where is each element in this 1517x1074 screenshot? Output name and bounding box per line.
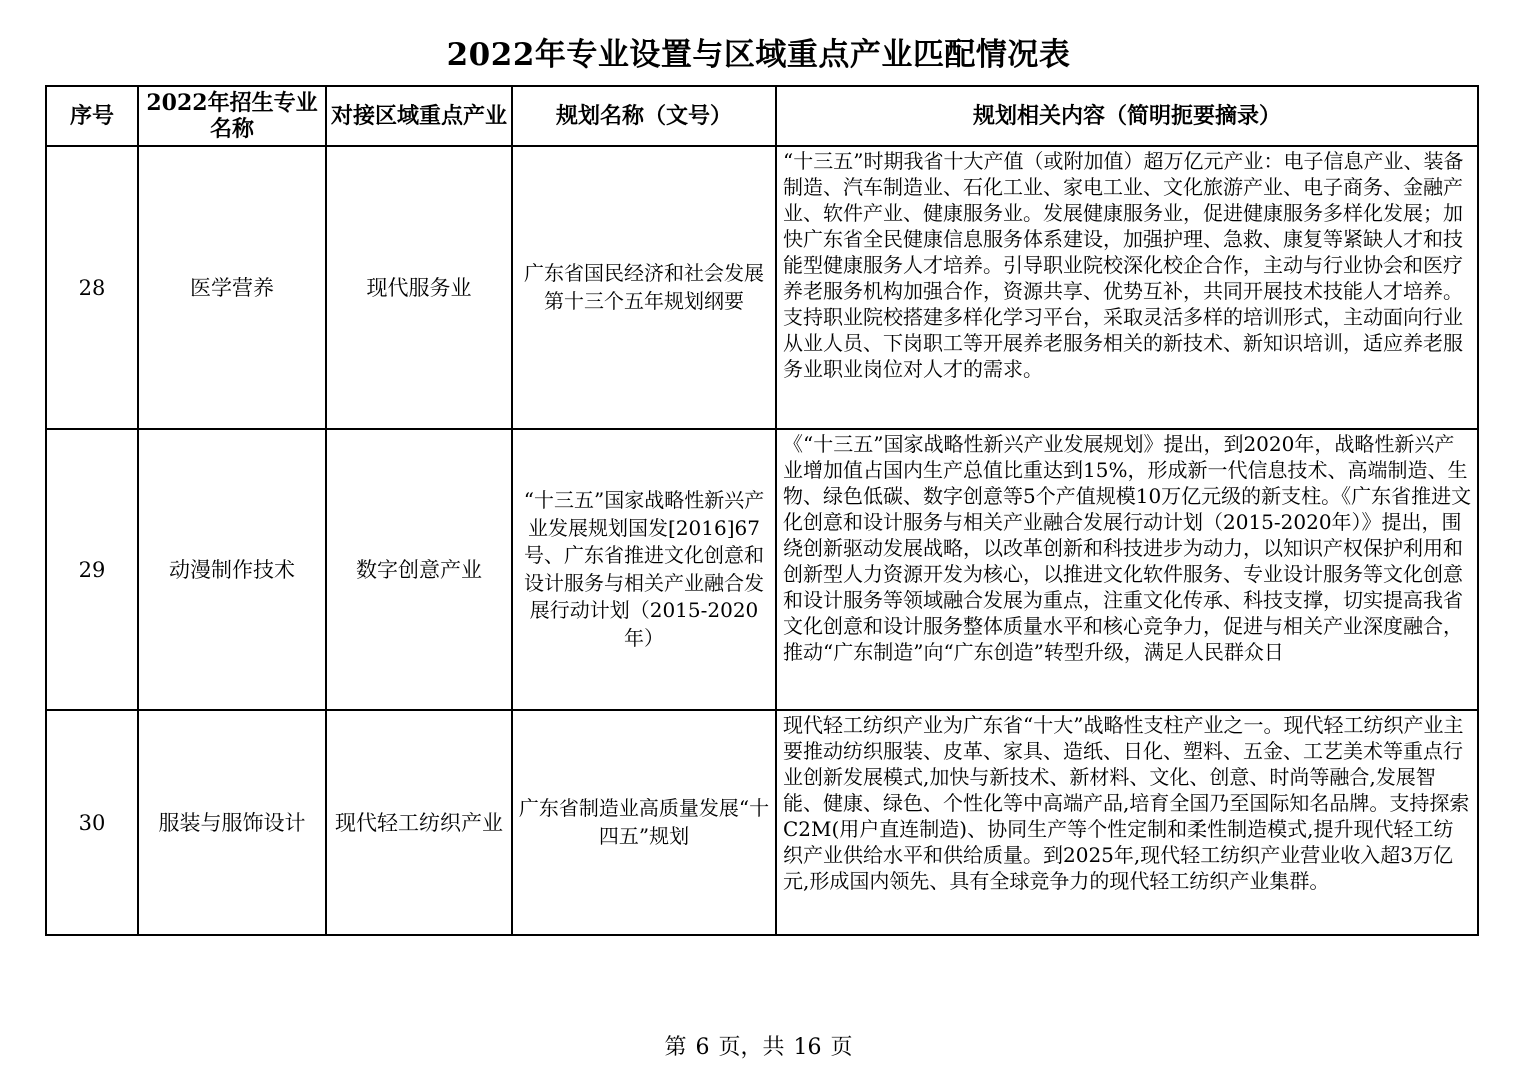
header-seq: 序号 bbox=[46, 86, 138, 146]
row-plan: “十三五”国家战略性新兴产业发展规划国发[2016]67号、广东省推进文化创意和设计服务与相关产业融合发展行动计划（2015-2020年） bbox=[512, 429, 776, 710]
row-seq: 28 bbox=[46, 146, 138, 429]
row-plan: 广东省国民经济和社会发展第十三个五年规划纲要 bbox=[512, 146, 776, 429]
row-major: 医学营养 bbox=[138, 146, 326, 429]
table-header-row bbox=[46, 86, 1478, 146]
row-plan: 广东省制造业高质量发展“十四五”规划 bbox=[512, 710, 776, 935]
page-footer: 第 6 页，共 16 页 bbox=[664, 1035, 853, 1060]
row-content-cell bbox=[776, 710, 1478, 935]
row-content-cell bbox=[776, 429, 1478, 710]
header-major: 2022年招生专业名称 bbox=[138, 86, 326, 146]
row-content-cell bbox=[776, 146, 1478, 429]
row-seq: 29 bbox=[46, 429, 138, 710]
row-content: 《“十三五”国家战略性新兴产业发展规划》提出，到2020年，战略性新兴产业增加值占国内生产总值比重达到15%，形成新一代信息技术、高端制造、生物、绿色低碳、数字创意等5个产值规模10万亿元级的新支柱。《广东省推进文化创意和设计服务与相关产业融合发展行动计划（2015-2020年）》提出，围绕创新驱动发展战略，以改革创新和科技进步为动力，以知识产权保护利用和创新型人力资源开发为核心，以推进文化软件服务、专业设计服务等文化创意和设计服务等领域融合发展为重点，注重文化传承、科技支撑，切实提高我省文化创意和设计服务整体质量水平和核心竞争力，促进与相关产业深度融合，推动“广东制造”向“广东创造”转型升级，满足人民群众日 bbox=[783, 432, 1472, 664]
matching-table bbox=[45, 85, 1479, 936]
page-title: 2022年专业设置与区域重点产业匹配情况表 bbox=[446, 37, 1071, 73]
row-industry: 现代服务业 bbox=[326, 146, 512, 429]
table-row bbox=[46, 146, 1478, 429]
header-content: 规划相关内容（简明扼要摘录） bbox=[776, 86, 1478, 146]
row-major: 动漫制作技术 bbox=[138, 429, 326, 710]
row-seq: 30 bbox=[46, 710, 138, 935]
table-row bbox=[46, 429, 1478, 710]
row-content: “十三五”时期我省十大产值（或附加值）超万亿元产业：电子信息产业、装备制造、汽车制造业、石化工业、家电工业、文化旅游产业、电子商务、金融产业、软件产业、健康服务业。发展健康服务业，促进健康服务多样化发展；加快广东省全民健康信息服务体系建设，加强护理、急救、康复等紧缺人才和技能型健康服务人才培养。引导职业院校深化校企合作，主动与行业协会和医疗养老服务机构加强合作，资源共享、优势互补，共同开展技术技能人才培养。支持职业院校搭建多样化学习平台，采取灵活多样的培训形式，主动面向行业从业人员、下岗职工等开展养老服务相关的新技术、新知识培训，适应养老服务业职业岗位对人才的需求。 bbox=[783, 149, 1464, 381]
row-major: 服装与服饰设计 bbox=[138, 710, 326, 935]
header-industry: 对接区域重点产业 bbox=[326, 86, 512, 146]
row-industry: 数字创意产业 bbox=[326, 429, 512, 710]
header-plan: 规划名称（文号） bbox=[512, 86, 776, 146]
row-content: 现代轻工纺织产业为广东省“十大”战略性支柱产业之一。现代轻工纺织产业主要推动纺织服装、皮革、家具、造纸、日化、塑料、五金、工艺美术等重点行业创新发展模式,加快与新技术、新材料、文化、创意、时尚等融合,发展智能、健康、绿色、个性化等中高端产品,培育全国乃至国际知名品牌。支持探索C2M(用户直连制造)、协同生产等个性定制和柔性制造模式,提升现代轻工纺织产业供给水平和供给质量。到2025年,现代轻工纺织产业营业收入超3万亿元,形成国内领先、具有全球竞争力的现代轻工纺织产业集群。 bbox=[783, 713, 1470, 893]
table-row bbox=[46, 710, 1478, 935]
row-industry: 现代轻工纺织产业 bbox=[326, 710, 512, 935]
